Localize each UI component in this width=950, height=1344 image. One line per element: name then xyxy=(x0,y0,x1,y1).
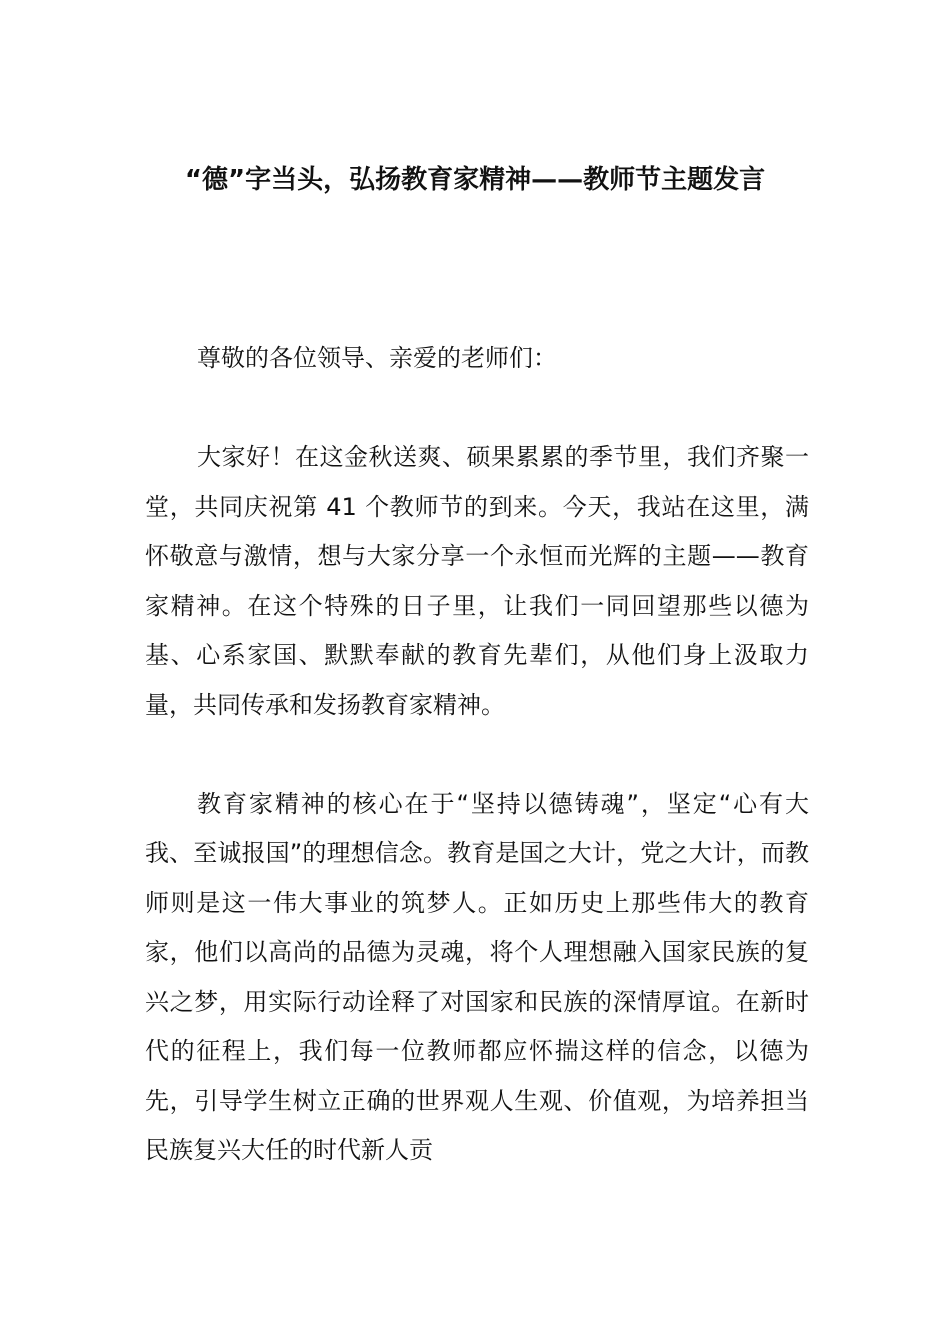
body-paragraph-1: 大家好！在这金秋送爽、硕果累累的季节里，我们齐聚一堂，共同庆祝第 41 个教师节的到来。今天，我站在这里，满怀敬意与激情，想与大家分享一个永恒而光辉的主题——教育家精神。在这个特殊的日子里，让我们一同回望那些以德为基、心系家国、默默奉献的教育先辈们，从他们身上汲取力量，共同传承和发扬教育家精神。 xyxy=(145,443,809,719)
document-title: “德”字当头，弘扬教育家精神——教师节主题发言 xyxy=(184,165,766,195)
greeting-paragraph: 尊敬的各位领导、亲爱的老师们： xyxy=(197,344,557,372)
body-paragraph-2: 教育家精神的核心在于“坚持以德铸魂”，坚定“心有大我、至诚报国”的理想信念。教育是国之大计，党之大计，而教师则是这一伟大事业的筑梦人。正如历史上那些伟大的教育家，他们以高尚的品德为灵魂，将个人理想融入国家民族的复兴之梦，用实际行动诠释了对国家和民族的深情厚谊。在新时代的征程上，我们每一位教师都应怀揣这样的信念，以德为先，引导学生树立正确的世界观人生观、价值观，为培养担当民族复兴大任的时代新人贡 xyxy=(145,789,809,1164)
document-body xyxy=(145,334,809,1176)
